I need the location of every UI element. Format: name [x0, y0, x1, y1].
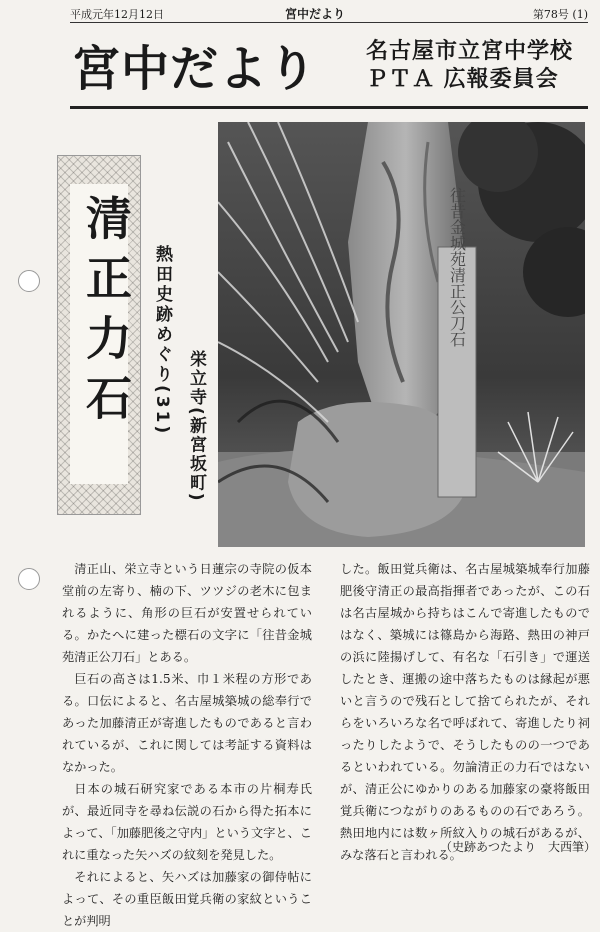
- page-header: [70, 4, 588, 23]
- header-date: 平成元年12月12日: [70, 8, 164, 21]
- body-paragraph: 日本の城石研究家である本市の片桐寿氏が、最近同寺を尋ね伝説の石から得た拓本によって、「加藤肥後之守内」という文字と、これに重なった矢ハズの紋刻を発見した。: [62, 782, 312, 862]
- punch-hole: [18, 270, 40, 292]
- punch-hole: [18, 568, 40, 590]
- stele-inscription: 往昔金城苑清正公刀石: [447, 187, 467, 347]
- article-byline: （史跡あつたより 大西筆）: [440, 840, 597, 854]
- photo-stone-monument-icon: [218, 122, 585, 547]
- article-series: 熱田史跡めぐり(31): [152, 245, 172, 437]
- article-location: 栄立寺(新宮坂町): [186, 350, 206, 503]
- article-body-right: [340, 558, 590, 866]
- masthead-org-line2: ＰＴＡ 広報委員会: [366, 67, 559, 92]
- header-center: 宮中だより: [285, 7, 346, 21]
- body-paragraph: した。飯田覚兵衛は、名古屋城築城奉行加藤肥後守清正の最高指揮者であったが、この石は名古屋城から持ちはこんで寄進したものではなく、築城には篠島から海路、熱田の神戸の浜に陸揚げして、有名な「石引き」で運送したとき、運搬の途中落ちたものは縁起が悪いと言うので残石として捨てられたが、それらをいろいろな名で呼ばれて、寄進したり祠ったりしたようで、そうしたものの一つであるといわれている。勿論清正の力石ではないが、清正公にゆかりのある加藤家の豪将飯田覚兵衛につながりのあるものの石であろう。熱田地内には数ヶ所紋入りの城石があるが、みな落石と言われる。: [340, 562, 590, 862]
- masthead-title: 宮中だより: [72, 41, 318, 97]
- body-paragraph: 清正山、栄立寺という日蓮宗の寺院の仮本堂前の左寄り、楠の下、ツツジの老木に包まれるように、角形の巨石が安置せられている。かたへに建った標石の文字に「往昔金城苑清正公刀石」とある。: [62, 562, 312, 664]
- masthead-divider: [70, 106, 588, 109]
- body-paragraph: それによると、矢ハズは加藤家の御侍帖によって、その重臣飯田覚兵衛の家紋ということが判明: [62, 870, 312, 928]
- masthead-org-line1: 名古屋市立宮中学校: [366, 39, 574, 64]
- photo-stone-monument: [218, 122, 585, 547]
- article-title-box: [70, 184, 133, 484]
- header-issue: 第78号 (1): [532, 8, 588, 21]
- masthead-organization: [366, 38, 573, 94]
- article-body-left: [62, 558, 312, 932]
- article-title-panel: [57, 155, 141, 515]
- body-paragraph: 巨石の高さは1.5米、巾１米程の方形である。口伝によると、名古屋城築城の総奉行であった加藤清正が寄進したものであると言われているが、これに関しては考証する資料はなかった。: [62, 672, 312, 774]
- article-title: 清正力石: [79, 194, 133, 434]
